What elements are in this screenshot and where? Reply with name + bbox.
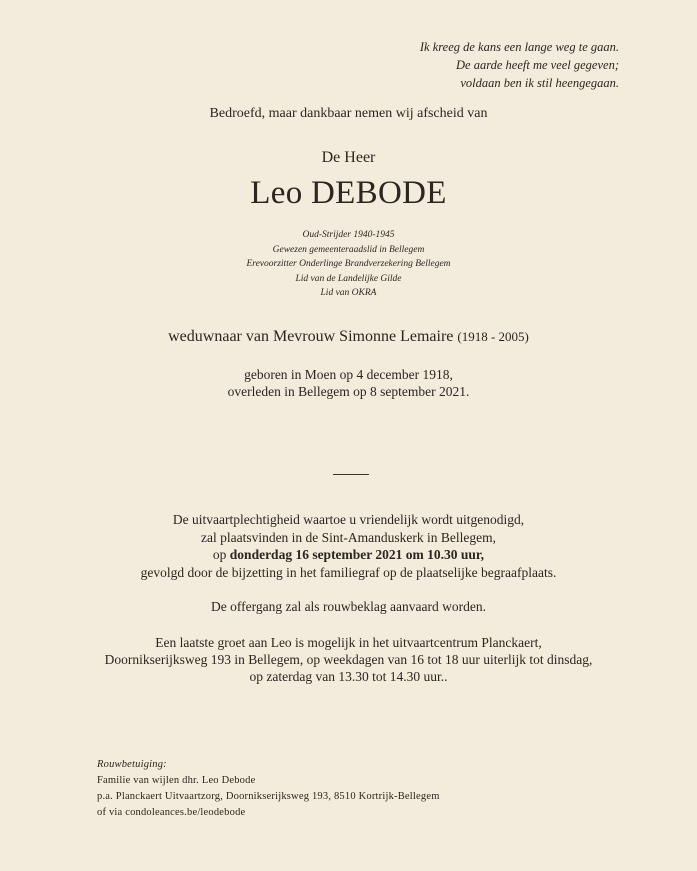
offering-text: De offergang zal als rouwbeklag aanvaard worden.: [210, 599, 486, 614]
ceremony-line: zal plaatsvinden in de Sint-Amanduskerk in Bellegem,: [200, 529, 497, 545]
condolence-block: [97, 757, 440, 821]
widower-years: (1918 - 2005): [457, 329, 529, 344]
condolence-line: Familie van wijlen dhr. Leo Debode: [97, 775, 256, 786]
deceased-name: Leo DEBODE: [250, 175, 447, 211]
condolence-line: p.a. Planckaert Uitvaartzorg, Doornikserijksweg 193, 8510 Kortrijk-Bellegem: [97, 791, 440, 802]
titles-list: [0, 228, 697, 301]
farewell-line: Een laatste groet aan Leo is mogelijk in het uitvaartcentrum Planckaert,: [155, 635, 542, 650]
ceremony-line: gevolgd door de bijzetting in het familiegraf op de plaatselijke begraafplaats.: [140, 564, 557, 580]
poem: [420, 38, 619, 92]
ceremony-date: donderdag 16 september 2021 om 10.30 uur,: [229, 547, 485, 562]
farewell-info: [0, 634, 697, 685]
intro-text: Bedroefd, maar dankbaar nemen wij afscheid van: [209, 106, 488, 121]
poem-line: voldaan ben ik stil heengegaan.: [460, 76, 619, 90]
ceremony-date-line: [0, 546, 697, 564]
widower-text: weduwnaar van Mevrouw Simonne Lemaire: [168, 328, 454, 345]
birth-line: geboren in Moen op 4 december 1918,: [244, 367, 453, 382]
life-dates: [0, 366, 697, 400]
condolence-heading: Rouwbetuiging:: [97, 759, 167, 770]
poem-line: Ik kreeg de kans een lange weg te gaan.: [419, 40, 619, 54]
title-item: Erevoorzitter Onderlinge Brandverzekering Bellegem: [246, 259, 451, 269]
title-item: Gewezen gemeenteraadslid in Bellegem: [272, 244, 425, 255]
widower-line: [0, 328, 697, 346]
title-item: Oud-Strijder 1940-1945: [302, 230, 395, 240]
farewell-line: Doornikserijksweg 193 in Bellegem, op weekdagen van 16 tot 18 uur uiterlijk tot dinsdag,: [104, 652, 593, 667]
death-line: overleden in Bellegem op 8 september 2021.: [227, 384, 470, 399]
ceremony-date-prefix: op: [212, 547, 227, 562]
farewell-line: op zaterdag van 13.30 tot 14.30 uur..: [249, 669, 448, 684]
title-item: Lid van de Landelijke Gilde: [295, 273, 402, 284]
poem-line: De aarde heeft me veel gegeven;: [456, 58, 619, 72]
ceremony-line: De uitvaartplechtigheid waartoe u vriendelijk wordt uitgenodigd,: [172, 512, 525, 527]
ceremony-info: [0, 511, 697, 581]
divider: [333, 474, 369, 475]
condolence-line: of via condoleances.be/leodebode: [97, 807, 246, 818]
title-item: Lid van OKRA: [320, 288, 377, 298]
honorific: De Heer: [321, 149, 376, 166]
